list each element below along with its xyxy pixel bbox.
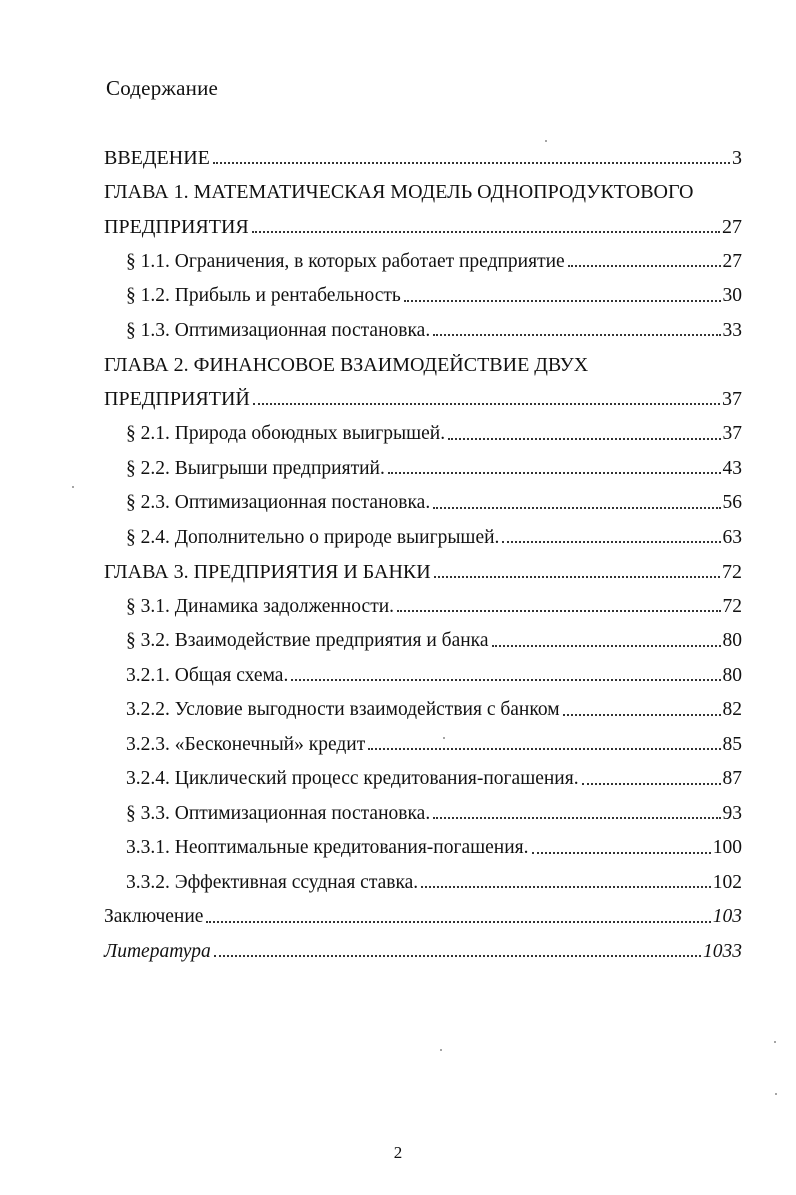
toc-entry <box>104 380 742 415</box>
toc-leader-dots <box>502 541 720 543</box>
toc-leader-dots <box>397 610 720 612</box>
toc-entry-page: 63 <box>722 526 742 548</box>
scan-speck <box>775 1093 777 1095</box>
toc-entry-title: ПРЕДПРИЯТИЙ <box>104 388 250 410</box>
toc-leader-dots <box>213 162 730 164</box>
toc-entry-page: 85 <box>722 733 742 755</box>
toc-entry <box>104 345 742 380</box>
toc-entry-title: 3.2.3. «Бесконечный» кредит <box>126 733 366 755</box>
toc-entry <box>104 173 742 208</box>
toc-entry <box>104 552 742 587</box>
toc-entry-title: § 2.4. Дополнительно о природе выигрышей. <box>126 526 500 548</box>
toc-entry <box>104 656 742 691</box>
table-of-contents <box>104 138 742 966</box>
toc-entry-page: 80 <box>722 664 742 686</box>
scan-speck <box>545 140 547 142</box>
toc-entry-title: § 2.3. Оптимизационная постановка. <box>126 492 431 513</box>
toc-entry-title: § 1.3. Оптимизационная постановка. <box>126 319 431 341</box>
toc-leader-dots <box>582 783 721 785</box>
toc-entry <box>104 414 742 449</box>
toc-entry-title: 3.2.4. Циклический процесс кредитования-погашения. <box>126 768 579 789</box>
toc-entry-title: § 1.2. Прибыль и рентабельность <box>126 285 401 306</box>
toc-entry <box>104 242 742 277</box>
toc-entry-title: § 2.1. Природа обоюдных выигрышей. <box>126 423 446 444</box>
toc-entry-page: 87 <box>722 768 742 789</box>
toc-entry-page: 80 <box>722 630 742 651</box>
toc-entry-title: Заключение <box>104 906 204 927</box>
toc-entry-page: 100 <box>712 837 742 858</box>
toc-heading: Содержание <box>106 76 219 100</box>
toc-entry <box>104 483 742 518</box>
toc-entry-page: 82 <box>722 699 742 720</box>
toc-entry <box>104 621 742 656</box>
toc-entry-title: § 3.2. Взаимодействие предприятия и банка <box>126 630 489 651</box>
toc-entry-title: § 3.1. Динамика задолженности. <box>126 595 395 617</box>
toc-leader-dots <box>563 714 721 716</box>
toc-entry <box>104 863 742 898</box>
toc-entry-page: 1033 <box>703 940 742 962</box>
toc-entry-page: 3 <box>732 146 742 169</box>
toc-leader-dots <box>214 955 701 957</box>
toc-entry-title: 3.3.2. Эффективная ссудная ставка. <box>126 871 419 893</box>
toc-leader-dots <box>532 852 711 854</box>
toc-entry-title: ПРЕДПРИЯТИЯ <box>104 215 249 238</box>
toc-leader-dots <box>252 231 720 233</box>
toc-entry <box>104 587 742 622</box>
toc-entry <box>104 897 742 932</box>
toc-entry-page: 37 <box>722 388 742 410</box>
toc-leader-dots <box>434 576 720 578</box>
toc-entry-title: ВВЕДЕНИЕ <box>104 146 210 169</box>
toc-entry-title: Литература <box>104 940 211 962</box>
toc-leader-dots <box>253 403 720 405</box>
toc-entry-page: 102 <box>712 871 742 893</box>
toc-entry-title: 3.3.1. Неоптимальные кредитования-погашения. <box>126 837 529 858</box>
scan-speck <box>440 1049 442 1051</box>
toc-entry <box>104 932 742 967</box>
toc-entry <box>104 518 742 553</box>
toc-entry-page: 103 <box>712 906 742 927</box>
page-number: 2 <box>393 1143 403 1162</box>
toc-entry-page: 30 <box>722 285 742 306</box>
toc-leader-dots <box>388 472 721 474</box>
toc-entry <box>104 138 742 173</box>
toc-entry-title: ГЛАВА 1. МАТЕМАТИЧЕСКАЯ МОДЕЛЬ ОДНОПРОДУКТОВОГО <box>104 181 694 203</box>
toc-entry-title: § 3.3. Оптимизационная постановка. <box>126 802 431 824</box>
toc-leader-dots <box>433 817 720 819</box>
toc-entry <box>104 794 742 829</box>
toc-entry-title: § 2.2. Выигрыши предприятий. <box>126 457 385 479</box>
toc-entry <box>104 690 742 725</box>
scan-speck <box>774 1041 776 1043</box>
toc-entry-page: 37 <box>722 423 742 444</box>
toc-leader-dots <box>368 748 720 750</box>
toc-leader-dots <box>421 886 711 888</box>
toc-leader-dots <box>433 334 720 336</box>
toc-entry <box>104 449 742 484</box>
toc-entry-page: 56 <box>722 492 742 513</box>
toc-leader-dots <box>206 921 710 923</box>
toc-entry <box>104 311 742 346</box>
toc-entry-title: 3.2.1. Общая схема. <box>126 664 289 686</box>
toc-leader-dots <box>291 679 720 681</box>
toc-entry-title: § 1.1. Ограничения, в которых работает предприятие <box>126 250 565 272</box>
scan-speck <box>443 737 445 739</box>
scan-speck <box>72 486 74 488</box>
toc-entry-page: 33 <box>722 319 742 341</box>
toc-leader-dots <box>404 300 721 302</box>
toc-entry-title: ГЛАВА 2. ФИНАНСОВОЕ ВЗАИМОДЕЙСТВИЕ ДВУХ <box>104 353 589 376</box>
toc-leader-dots <box>568 265 721 267</box>
toc-entry-page: 93 <box>722 802 742 824</box>
toc-entry <box>104 759 742 794</box>
toc-entry <box>104 828 742 863</box>
toc-entry-title: ГЛАВА 3. ПРЕДПРИЯТИЯ И БАНКИ <box>104 560 431 583</box>
toc-entry-page: 43 <box>722 457 742 479</box>
toc-entry-page: 27 <box>722 215 742 238</box>
toc-leader-dots <box>448 438 720 440</box>
toc-entry-page: 72 <box>722 560 742 583</box>
toc-leader-dots <box>433 507 720 509</box>
toc-entry <box>104 207 742 242</box>
toc-entry-title: 3.2.2. Условие выгодности взаимодействия с банком <box>126 699 560 720</box>
toc-entry-page: 27 <box>722 250 742 272</box>
toc-leader-dots <box>492 645 721 647</box>
toc-entry <box>104 725 742 760</box>
toc-entry <box>104 276 742 311</box>
toc-entry-page: 72 <box>722 595 742 617</box>
